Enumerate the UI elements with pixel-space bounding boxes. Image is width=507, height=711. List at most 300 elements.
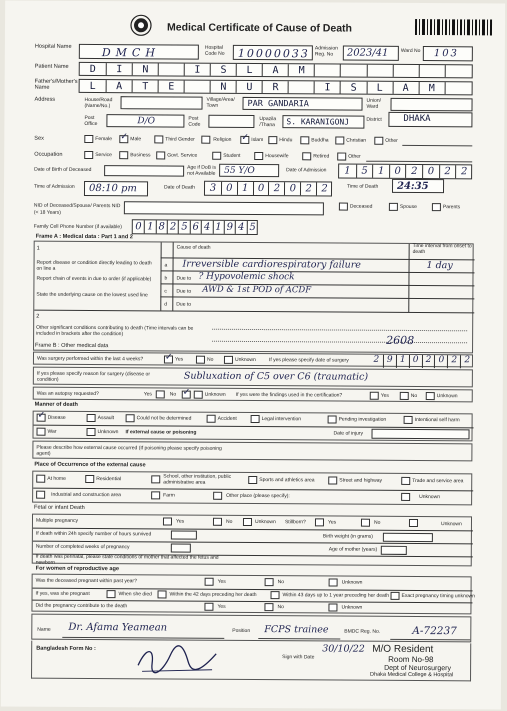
other-religion-label: Other: [385, 137, 398, 144]
findings-yes-label: Yes: [380, 392, 389, 399]
self-harm-label: Intentional self harm: [414, 416, 460, 424]
parents-name-char: E: [168, 81, 175, 93]
sports-checkbox[interactable]: [248, 476, 257, 484]
family-phone-char: 1: [215, 221, 222, 233]
retired-checkbox[interactable]: [302, 152, 311, 160]
parents-name-cell[interactable]: [444, 82, 470, 94]
stamp-dept: Dept of Neurosurgery: [384, 664, 452, 673]
union-ward-field[interactable]: [390, 98, 472, 112]
family-phone-cell[interactable]: [167, 220, 178, 233]
date-of-death-cell[interactable]: [237, 182, 253, 195]
death-24h-label: If death within 24h specify number of hours survived: [35, 530, 152, 538]
patient-name-char: S: [220, 64, 227, 76]
autopsy-question: Was an autopsy requested?: [36, 390, 99, 398]
multi-no-checkbox[interactable]: [213, 518, 222, 526]
when-died-checkbox[interactable]: [107, 590, 116, 598]
within-42-checkbox[interactable]: [158, 590, 167, 598]
assault-checkbox[interactable]: [87, 414, 96, 422]
spouse-label: Spouse: [399, 203, 417, 210]
family-phone-char: 9: [226, 221, 234, 233]
stillborn-yes-label: Yes: [327, 519, 337, 526]
bd-form-no-label: Bangladesh Form No :: [36, 645, 96, 653]
service-checkbox[interactable]: [84, 151, 93, 159]
part1-desc-1: Report disease or condition directly leading to death on line a: [36, 259, 152, 273]
surgery-reason-row: [33, 367, 473, 388]
signatory-position[interactable]: FCPS trainee: [264, 624, 329, 636]
surgery-date-char: 2: [425, 355, 432, 366]
row-a-letter: a: [164, 262, 168, 269]
date-of-admission-cell[interactable]: [422, 165, 439, 178]
date-of-death-cell[interactable]: [268, 182, 284, 195]
stillborn-yes-checkbox[interactable]: [315, 518, 324, 526]
birth-weight-label: Birth weight (in grams): [322, 533, 373, 540]
buddha-label: Buddha: [311, 137, 329, 144]
cause-of-death-header: Cause of death: [176, 244, 211, 251]
pregnant-no-checkbox[interactable]: [265, 578, 274, 586]
bmdc-line: [390, 639, 470, 640]
accident-checkbox[interactable]: [207, 415, 216, 423]
parents-name-cell[interactable]: [366, 82, 392, 94]
findings-yes-checkbox[interactable]: [370, 392, 379, 400]
pregnant-yes-checkbox[interactable]: [205, 578, 214, 586]
within-43-checkbox[interactable]: [271, 591, 280, 599]
family-phone-cell[interactable]: [178, 221, 189, 234]
autopsy-findings-label: If yes were the findings used in the certification?: [235, 391, 343, 399]
other-religion-line: [402, 145, 472, 146]
patient-name-cell[interactable]: [340, 65, 366, 77]
certificate-sheet: [1, 0, 505, 709]
date-of-admission-cell[interactable]: [339, 165, 356, 178]
time-of-death-field[interactable]: 24:35: [392, 179, 444, 193]
legal-intervention-label: Legal intervention: [261, 416, 302, 423]
age-of-mother-field[interactable]: [381, 546, 407, 555]
family-phone-cell[interactable]: [155, 220, 166, 233]
patient-name-cell[interactable]: [418, 65, 444, 77]
pregnant-no-label: No: [277, 579, 285, 586]
family-phone-cell[interactable]: [190, 221, 201, 234]
parents-label: Parents: [442, 204, 461, 211]
surgery-date-char: 2: [451, 355, 458, 366]
family-phone-char: 0: [135, 221, 142, 233]
parents-name-cell[interactable]: [314, 81, 340, 93]
third-gender-checkbox[interactable]: [154, 135, 163, 143]
parents-name-cell[interactable]: [132, 80, 158, 92]
christian-label: Christian: [346, 137, 367, 144]
surgery-date-cell[interactable]: [409, 355, 422, 368]
other-religion-checkbox[interactable]: [374, 137, 383, 145]
parents-name-char: R: [272, 82, 279, 94]
within-43-label: Within 43 days up to 1 year preceding her death: [282, 592, 390, 599]
contribute-question: Did the pregnancy contribute to the death: [35, 602, 128, 610]
family-phone-char: 2: [169, 221, 177, 233]
date-of-death-char: 3: [209, 182, 217, 194]
date-of-admission-cell[interactable]: [356, 165, 373, 178]
parents-name-char: A: [402, 82, 409, 94]
at-home-label: At home: [47, 475, 66, 482]
date-of-admission-cell[interactable]: [406, 165, 423, 178]
patient-name-cell[interactable]: [184, 64, 210, 76]
perinatal-label: If death was perinatal, please state conditions of mother that affected the fetus and newborn: [35, 553, 219, 566]
part2-line-2: [212, 341, 467, 344]
war-label: War: [47, 428, 57, 435]
farm-label: Farm: [163, 492, 175, 499]
fetal-heading: Fetal or infant Death: [34, 504, 85, 511]
form-footer: [31, 641, 471, 682]
pending-investigation-checkbox[interactable]: [328, 415, 337, 423]
parents-name-cell[interactable]: [236, 81, 262, 93]
deceased-checkbox[interactable]: [339, 203, 348, 211]
hospital-code-field[interactable]: 10000033: [233, 45, 313, 60]
parents-name-cell[interactable]: [210, 81, 236, 93]
date-of-admission-char: 2: [411, 165, 418, 178]
islam-label: Islam: [251, 136, 264, 144]
surgery-date-char: 1: [399, 354, 406, 365]
patient-name-label: Patient Name: [34, 63, 69, 70]
war-checkbox[interactable]: [37, 428, 46, 436]
disease-checkbox[interactable]: [37, 410, 46, 422]
age-field[interactable]: 55 Y/O: [219, 164, 279, 177]
female-label: Female: [95, 136, 113, 143]
manner-unknown-label: Unknown: [97, 429, 119, 436]
due-to-d: Due to: [176, 301, 192, 308]
name-label: Name: [37, 626, 51, 633]
parents-name-cell[interactable]: [158, 80, 184, 92]
surgery-date-char: 2: [464, 355, 471, 366]
nid-field[interactable]: [124, 201, 324, 215]
date-of-death-char: 0: [226, 182, 233, 194]
accident-label: Accident: [217, 415, 237, 422]
street-checkbox[interactable]: [328, 476, 337, 484]
time-of-admission-label: Time of Admission: [34, 183, 75, 190]
business-checkbox[interactable]: [119, 151, 128, 159]
contribute-unknown-label: Unknown: [341, 604, 363, 611]
surgery-date-cell[interactable]: [447, 355, 460, 368]
house-road-field[interactable]: [120, 96, 202, 110]
industrial-checkbox[interactable]: [36, 491, 45, 499]
ward-no-field[interactable]: 103: [423, 46, 473, 61]
multi-yes-checkbox[interactable]: [163, 517, 172, 525]
surgery-date-char: 2: [373, 354, 380, 365]
parents-name-char: N: [220, 81, 227, 93]
date-of-admission-cell[interactable]: [455, 165, 472, 178]
family-phone-cell[interactable]: [201, 221, 212, 234]
hindu-checkbox[interactable]: [268, 136, 277, 144]
signatory-bmdc[interactable]: A-72237: [412, 624, 457, 638]
religion-spacer-box: [201, 136, 210, 144]
exact-unknown-label: Exact pregnancy timing unknown: [401, 592, 475, 600]
part2-line-1: [212, 329, 467, 332]
name-line: [62, 637, 224, 639]
residential-checkbox[interactable]: [85, 475, 94, 483]
age-of-mother-label: Age of mother (years): [328, 546, 378, 553]
time-of-death-label: Time of Death: [347, 183, 379, 190]
third-gender-label: Third Gender: [165, 136, 195, 143]
cause-b-text[interactable]: ? Hypovolemic shock: [198, 271, 295, 283]
surgery-unknown-checkbox[interactable]: [224, 356, 233, 364]
family-phone-cell[interactable]: [144, 220, 155, 233]
other-occupation-line: [366, 161, 472, 163]
parents-name-cell[interactable]: [106, 80, 132, 92]
family-phone-cell[interactable]: [224, 221, 235, 234]
date-of-admission-char: 0: [427, 166, 435, 178]
patient-name-cell[interactable]: [288, 64, 314, 76]
family-phone-field[interactable]: [132, 219, 258, 235]
findings-unknown-checkbox[interactable]: [426, 392, 435, 400]
christian-checkbox[interactable]: [335, 136, 344, 144]
patient-name-cell[interactable]: [392, 65, 418, 77]
family-phone-cell[interactable]: [246, 221, 257, 234]
contribute-yes-label: Yes: [217, 603, 226, 610]
student-checkbox[interactable]: [212, 152, 221, 160]
time-of-admission-field[interactable]: 08:10 pm: [84, 181, 148, 196]
patient-name-cell[interactable]: [106, 63, 132, 75]
male-checkbox[interactable]: [119, 132, 128, 143]
hospital-name-field[interactable]: DMCH: [79, 44, 199, 60]
family-phone-label: Family Cell Phone Number (if available): [33, 223, 122, 231]
signature-icon: [132, 643, 222, 678]
surgery-row: [33, 352, 473, 368]
death-24h-field[interactable]: [171, 531, 197, 540]
place-box: [32, 471, 472, 506]
place-unknown-checkbox[interactable]: [401, 493, 410, 501]
external-desc-row: [32, 441, 472, 462]
house-road-label: House/Road (Name/No.): [84, 96, 113, 109]
sex-label: Sex: [34, 135, 44, 142]
surgery-reason-text[interactable]: Subluxation of C5 over C6 (traumatic): [183, 370, 369, 383]
patient-name-cell[interactable]: [132, 63, 158, 75]
multi-no-label: No: [225, 518, 233, 525]
signatory-row: [31, 614, 471, 643]
family-phone-char: 5: [181, 221, 188, 233]
govt-service-label: Govt. Service: [167, 152, 198, 159]
date-of-death-char: 0: [257, 183, 265, 195]
stillborn-unknown-label: Unknown: [440, 521, 462, 528]
date-of-admission-cell[interactable]: [389, 165, 406, 178]
post-office-label: Post Office: [84, 114, 98, 127]
union-ward-label: Union/ Ward: [366, 97, 382, 110]
district-label: District: [366, 116, 382, 123]
parents-name-char: L: [376, 82, 383, 94]
business-label: Business: [130, 152, 151, 159]
hospital-name-label: Hospital Name: [34, 43, 72, 50]
manner-of-death-heading: Manner of death: [34, 401, 78, 408]
contribute-yes-checkbox[interactable]: [204, 603, 213, 611]
surgery-date-cell[interactable]: [396, 355, 409, 368]
patient-name-cell[interactable]: [210, 64, 236, 76]
street-label: Street and highway: [339, 477, 383, 484]
ward-no-label: Ward No: [400, 47, 421, 55]
district-field[interactable]: DHAKA: [388, 112, 472, 128]
patient-name-cell[interactable]: [444, 65, 470, 77]
patient-name-cell[interactable]: [236, 64, 262, 76]
date-of-injury-label: Date of injury: [333, 430, 364, 437]
autopsy-no-checkbox[interactable]: [182, 387, 191, 399]
date-of-death-field[interactable]: [204, 181, 332, 197]
parents-name-cell[interactable]: [262, 81, 288, 93]
at-home-checkbox[interactable]: [36, 475, 45, 483]
women-heading: For women of reproductive age: [35, 565, 120, 573]
stillborn-unknown-checkbox[interactable]: [409, 519, 418, 527]
village-area-field[interactable]: PAR GANDARIA: [242, 97, 362, 111]
place-unknown-label: Unknown: [419, 494, 441, 501]
admission-reg-field[interactable]: 2023/41: [343, 46, 399, 61]
contribute-unknown-checkbox[interactable]: [328, 603, 337, 611]
hindu-label: Hindu: [279, 137, 293, 144]
islam-checkbox[interactable]: [240, 132, 249, 144]
signatory-name[interactable]: Dr. Afama Yeamean: [68, 621, 168, 634]
birth-weight-field[interactable]: [383, 533, 433, 542]
time-interval-header: Time interval from onset to death: [412, 242, 472, 255]
date-of-death-char: 2: [321, 183, 328, 195]
upazila-field[interactable]: S. KARANIGONJ: [282, 115, 364, 129]
sign-date[interactable]: 30/10/22: [322, 643, 365, 655]
student-label: Student: [223, 152, 241, 159]
surgery-date-cell[interactable]: [370, 355, 383, 368]
parents-name-cell[interactable]: [80, 80, 106, 92]
exact-unknown-checkbox[interactable]: [391, 592, 400, 600]
date-of-death-cell[interactable]: [300, 182, 316, 195]
completed-weeks-field[interactable]: [171, 544, 191, 553]
cause-c-text[interactable]: AWD & 1st POD of ACDF: [202, 284, 312, 296]
other-occupation-checkbox[interactable]: [337, 153, 346, 161]
parents-name-cell[interactable]: [288, 81, 314, 93]
housewife-checkbox[interactable]: [254, 152, 263, 160]
parents-name-field[interactable]: [79, 79, 473, 95]
pregnant-question: Was the deceased pregnant within past year?: [35, 577, 137, 585]
surgery-reason-label: If yes please specify reason for surgery (disease or condition): [36, 370, 151, 383]
farm-checkbox[interactable]: [151, 491, 160, 499]
autopsy-unknown-checkbox[interactable]: [194, 391, 203, 399]
date-of-death-cell[interactable]: [253, 182, 269, 195]
row-c-letter: c: [164, 288, 167, 295]
autopsy-no-label: No: [169, 391, 177, 398]
parents-name-cell[interactable]: [184, 81, 210, 93]
within-42-label: Within the 42 days preceding her death: [169, 591, 257, 599]
frame-a-heading: Frame A : Medical data : Part 1 and 2: [35, 233, 133, 241]
spouse-checkbox[interactable]: [389, 203, 398, 211]
surgery-date-char: 9: [386, 354, 393, 365]
post-office-field[interactable]: D/O: [106, 114, 184, 127]
service-label: Service: [95, 152, 112, 159]
stillborn-no-label: No: [373, 519, 381, 526]
parents-checkbox[interactable]: [432, 203, 441, 211]
barcode-icon: [415, 19, 493, 35]
family-phone-cell[interactable]: [212, 221, 223, 234]
patient-name-cell[interactable]: [262, 64, 288, 76]
patient-name-cell[interactable]: [314, 64, 340, 76]
autopsy-row: [33, 387, 473, 403]
stamp-room: Room No-98: [388, 654, 434, 665]
post-code-label: Post Code: [188, 115, 201, 128]
date-of-admission-char: 5: [361, 165, 368, 177]
surgery-unknown-label: Unknown: [234, 356, 256, 364]
patient-name-cell[interactable]: [158, 63, 184, 75]
date-of-injury-field[interactable]: [371, 429, 469, 440]
trade-checkbox[interactable]: [401, 477, 410, 485]
surgery-date-cell[interactable]: [460, 355, 473, 368]
surgery-date-cell[interactable]: [434, 355, 447, 368]
date-of-admission-char: 2: [461, 166, 468, 178]
female-checkbox[interactable]: [84, 135, 93, 143]
surgery-date-cell[interactable]: [383, 355, 396, 368]
patient-name-char: A: [272, 65, 279, 77]
date-of-death-cell[interactable]: [284, 182, 300, 195]
external-desc-label: Please describe how external cause occurred (If poisoning please specify poisoning agent): [36, 444, 222, 458]
date-of-admission-cell[interactable]: [439, 165, 456, 178]
self-harm-checkbox[interactable]: [404, 416, 413, 424]
patient-name-cell[interactable]: [80, 63, 106, 75]
school-checkbox[interactable]: [151, 475, 160, 483]
manner-unknown-checkbox[interactable]: [87, 428, 96, 436]
date-of-death-cell[interactable]: [221, 182, 237, 195]
family-phone-char: 1: [147, 221, 154, 233]
pregnant-unknown-checkbox[interactable]: [329, 578, 338, 586]
surgery-date-field[interactable]: [370, 355, 474, 369]
contribute-no-checkbox[interactable]: [264, 603, 273, 611]
family-phone-char: 4: [238, 221, 245, 233]
dob-field[interactable]: [104, 165, 184, 176]
nid-label: NID of Deceased/Spouse/ Parents NID (< 18 Years): [33, 202, 121, 216]
parents-name-cell[interactable]: [340, 82, 366, 94]
parents-name-char: T: [142, 81, 149, 93]
could-not-determine-checkbox[interactable]: [126, 414, 135, 422]
date-of-death-cell[interactable]: [205, 182, 221, 195]
findings-no-label: No: [410, 392, 418, 400]
women-box: [31, 574, 475, 615]
check-mark-icon: ✓: [120, 132, 128, 143]
parents-name-char: S: [350, 82, 357, 94]
legal-intervention-checkbox[interactable]: [251, 415, 260, 423]
stillborn-label: Stillborn?: [284, 519, 306, 526]
findings-unknown-label: Unknown: [436, 393, 458, 400]
parents-name-cell[interactable]: [392, 82, 418, 94]
other-place-checkbox[interactable]: [213, 492, 222, 500]
stamp-title: M/O Resident: [372, 643, 434, 656]
interval-a-text[interactable]: 1 day: [426, 260, 453, 272]
surgery-no-label: No: [206, 356, 214, 363]
date-of-death-cell[interactable]: [316, 182, 332, 195]
certificate-title: Medical Certificate of Cause of Death: [166, 21, 353, 35]
multiple-preg-label: Multiple pregnancy: [35, 517, 78, 524]
part1-number: 1: [36, 245, 40, 252]
parents-name-char: M: [428, 83, 435, 95]
surgery-no-checkbox[interactable]: [196, 356, 205, 364]
religion-label: Religion: [213, 136, 232, 143]
parents-name-cell[interactable]: [418, 82, 444, 94]
autopsy-yes-checkbox[interactable]: [156, 390, 165, 398]
date-of-admission-field[interactable]: [338, 164, 472, 180]
could-not-determine-label: Could not be determined: [136, 415, 192, 422]
patient-name-cell[interactable]: [366, 65, 392, 77]
cause-a-text[interactable]: Irreversible cardiorespiratory failure: [182, 258, 361, 271]
post-code-field[interactable]: [208, 115, 254, 128]
surgery-yes-checkbox[interactable]: [164, 352, 173, 363]
surgery-date-cell[interactable]: [422, 355, 435, 368]
govt-service-checkbox[interactable]: [156, 151, 165, 159]
findings-no-checkbox[interactable]: [400, 392, 409, 400]
multi-unknown-checkbox[interactable]: [243, 518, 252, 526]
age-label: Age if DoB is not Available: [187, 164, 217, 177]
stillborn-no-checkbox[interactable]: [361, 519, 370, 527]
date-of-admission-cell[interactable]: [372, 165, 389, 178]
date-of-admission-char: 0: [394, 165, 401, 177]
family-phone-cell[interactable]: [235, 221, 246, 234]
parents-name-char: I: [324, 82, 331, 94]
parents-name-char: L: [89, 80, 96, 93]
buddha-checkbox[interactable]: [300, 136, 309, 144]
patient-name-field[interactable]: [79, 62, 473, 78]
family-phone-cell[interactable]: [133, 220, 144, 233]
